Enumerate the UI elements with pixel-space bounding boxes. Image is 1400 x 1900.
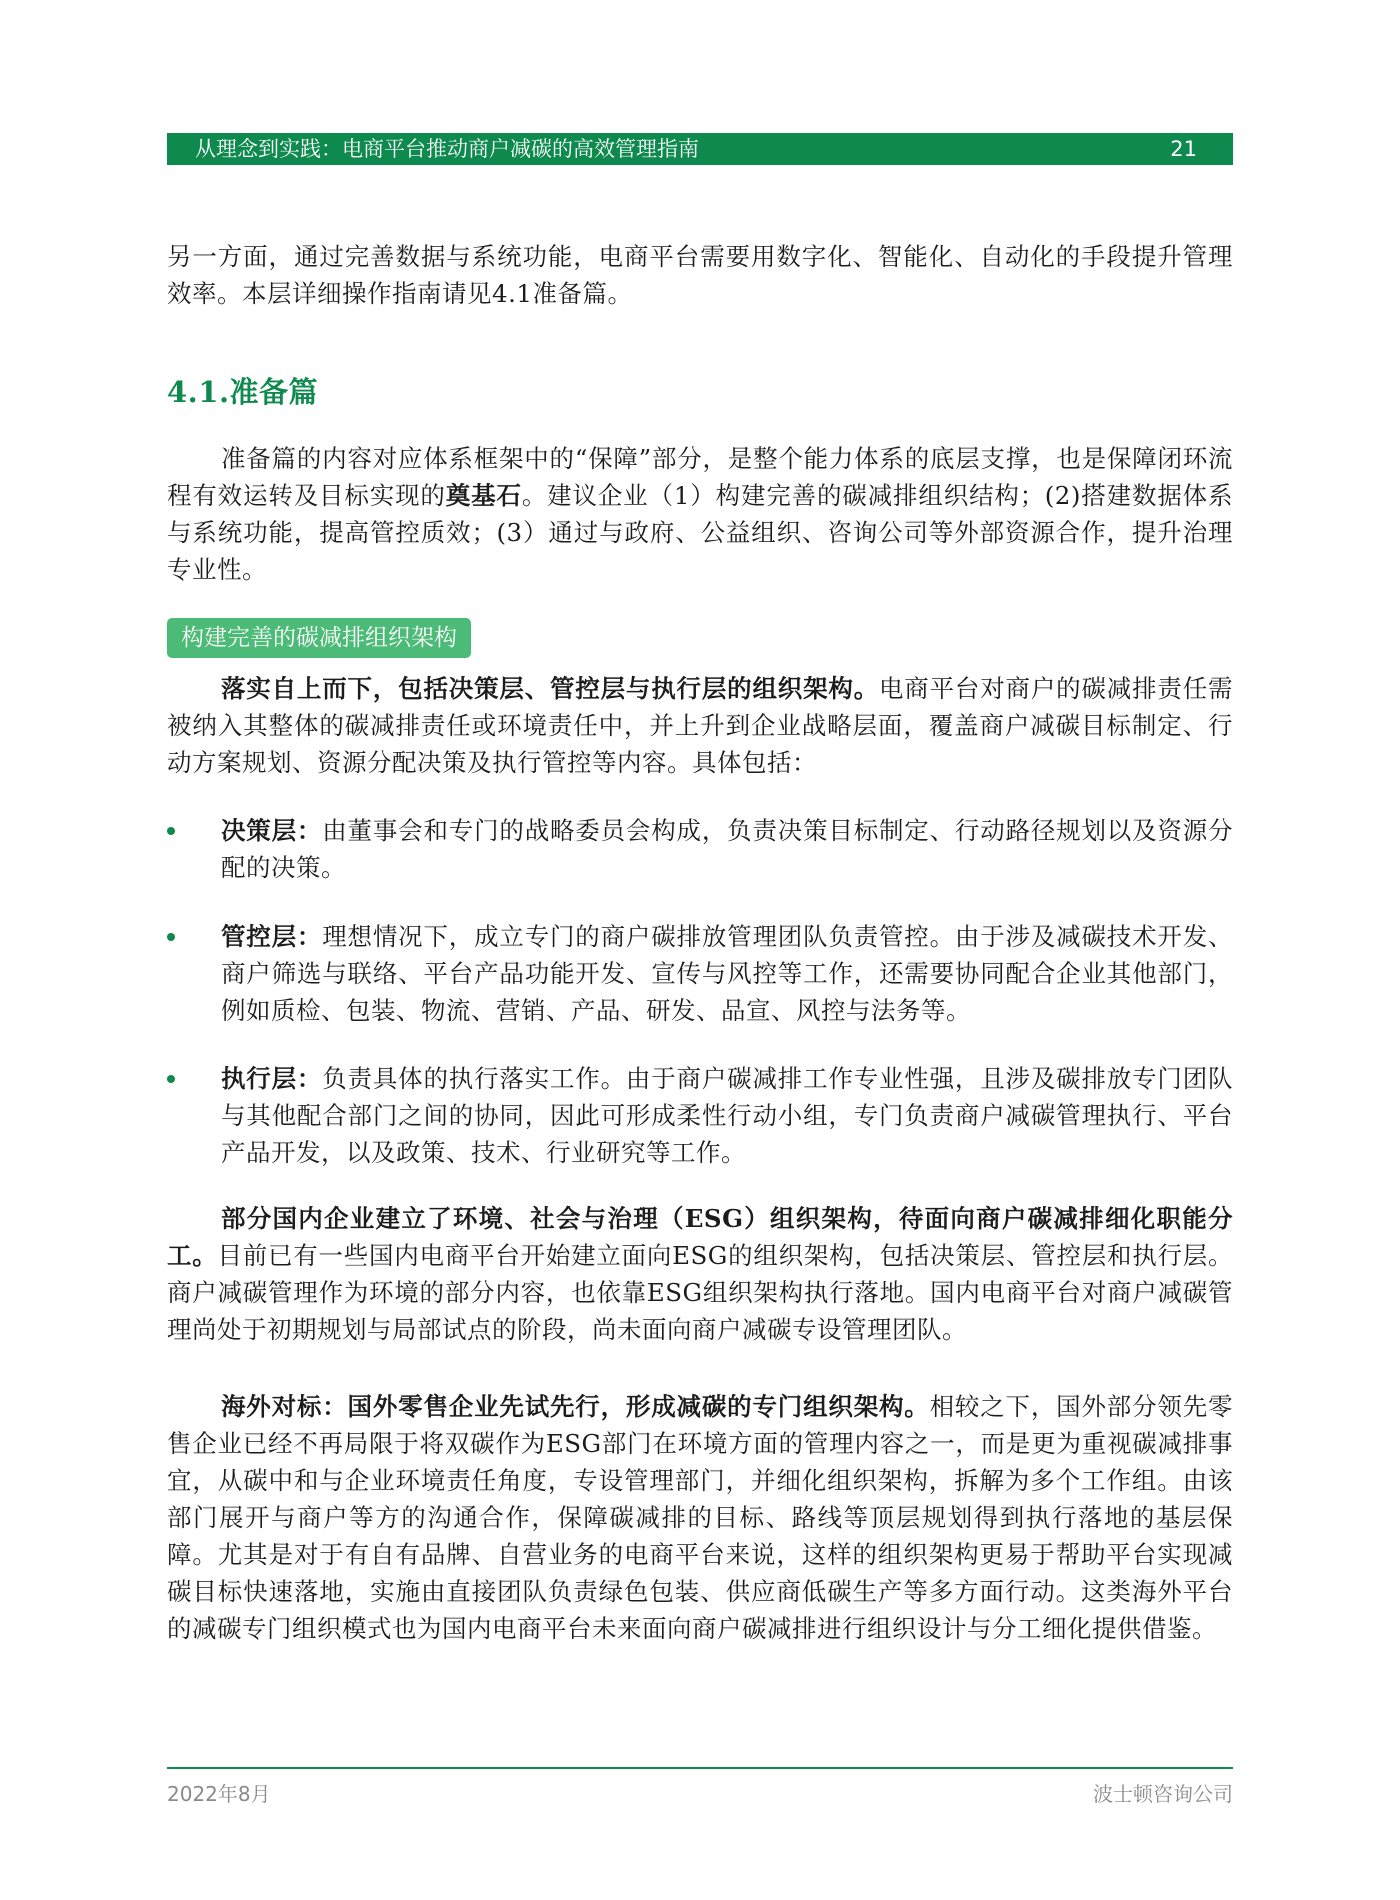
org-lead-bold: 落实自上而下，包括决策层、管控层与执行层的组织架构。 — [221, 674, 879, 703]
bullet-execution-layer — [167, 1060, 1233, 1171]
header-title: 从理念到实践：电商平台推动商户减碳的高效管理指南 — [195, 137, 699, 161]
page-number: 21 — [1170, 137, 1197, 161]
preparation-paragraph — [167, 440, 1233, 588]
esg-paragraph — [167, 1200, 1233, 1348]
esg-bold: 部分国内企业建立了环境、社会与治理（ESG）组织架构，待面向商户碳减排细化职能分工。 — [167, 1204, 1233, 1270]
bullet-text: 负责具体的执行落实工作。由于商户碳减排工作专业性强，且涉及碳排放专门团队与其他配合部门之间的协同，因此可形成柔性行动小组，专门负责商户减碳管理执行、平台产品开发，以及政策、技术、行业研究等工作。 — [221, 1064, 1233, 1167]
org-lead-text: 电商平台对商户的碳减排责任需被纳入其整体的碳减排责任或环境责任中，并上升到企业战略层面，覆盖商户减碳目标制定、行动方案规划、资源分配决策及执行管控等内容。具体包括： — [167, 674, 1233, 777]
bullet-dot-icon — [167, 827, 175, 835]
intro-paragraph: 另一方面，通过完善数据与系统功能，电商平台需要用数字化、智能化、自动化的手段提升管理效率。本层详细操作指南请见4.1准备篇。 — [167, 242, 1233, 308]
header-bar — [167, 133, 1233, 165]
bullet-text: 由董事会和专门的战略委员会构成，负责决策目标制定、行动路径规划以及资源分配的决策。 — [221, 816, 1233, 882]
bullet-control-layer — [167, 918, 1233, 1029]
footer-divider — [167, 1767, 1233, 1769]
section-title: 4.1.准备篇 — [167, 375, 319, 409]
bullet-term: 执行层： — [221, 1064, 323, 1093]
bullet-text: 理想情况下，成立专门的商户碳排放管理团队负责管控。由于涉及减碳技术开发、商户筛选与联络、平台产品功能开发、宣传与风控等工作，还需要协同配合企业其他部门，例如质检、包装、物流、营销、产品、研发、品宣、风控与法务等。 — [221, 922, 1233, 1025]
bullet-decision-layer — [167, 812, 1233, 886]
bullet-term: 决策层： — [221, 816, 323, 845]
overseas-text: 相较之下，国外部分领先零售企业已经不再局限于将双碳作为ESG部门在环境方面的管理内容之一，而是更为重视碳减排事宜，从碳中和与企业环境责任角度，专设管理部门，并细化组织架构，拆解为多个工作组。由该部门展开与商户等方的沟通合作，保障碳减排的目标、路线等顶层规划得到执行落地的基层保障。尤其是对于有自有品牌、自营业务的电商平台来说，这样的组织架构更易于帮助平台实现减碳目标快速落地，实施由直接团队负责绿色包装、供应商低碳生产等多方面行动。这类海外平台的减碳专门组织模式也为国内电商平台未来面向商户碳减排进行组织设计与分工细化提供借鉴。 — [167, 1392, 1234, 1643]
overseas-bold: 海外对标：国外零售企业先试先行，形成减碳的专门组织架构。 — [221, 1392, 930, 1421]
bullet-dot-icon — [167, 933, 175, 941]
bullet-term: 管控层： — [221, 922, 323, 951]
subheading-badge: 构建完善的碳减排组织架构 — [167, 618, 471, 658]
preparation-text-b: 。建议企业（1）构建完善的碳减排组织结构；(2)搭建数据体系与系统功能，提高管控质效；(3）通过与政府、公益组织、咨询公司等外部资源合作，提升治理专业性。 — [167, 481, 1234, 584]
esg-text: 目前已有一些国内电商平台开始建立面向ESG的组织架构，包括决策层、管控层和执行层。商户减碳管理作为环境的部分内容，也依靠ESG组织架构执行落地。国内电商平台对商户减碳管理尚处于初期规划与局部试点的阶段，尚未面向商户减碳专设管理团队。 — [167, 1241, 1233, 1344]
footer-company: 波士顿咨询公司 — [1093, 1782, 1233, 1806]
bullet-dot-icon — [167, 1075, 175, 1083]
preparation-text-a: 准备篇的内容对应体系框架中的“保障”部分，是整个能力体系的底层支撑，也是保障闭环流程有效运转及目标实现的 — [167, 444, 1233, 510]
overseas-paragraph — [167, 1388, 1233, 1647]
org-paragraph — [167, 670, 1233, 781]
footer-date: 2022年8月 — [167, 1782, 271, 1806]
preparation-bold: 奠基石 — [445, 481, 522, 510]
